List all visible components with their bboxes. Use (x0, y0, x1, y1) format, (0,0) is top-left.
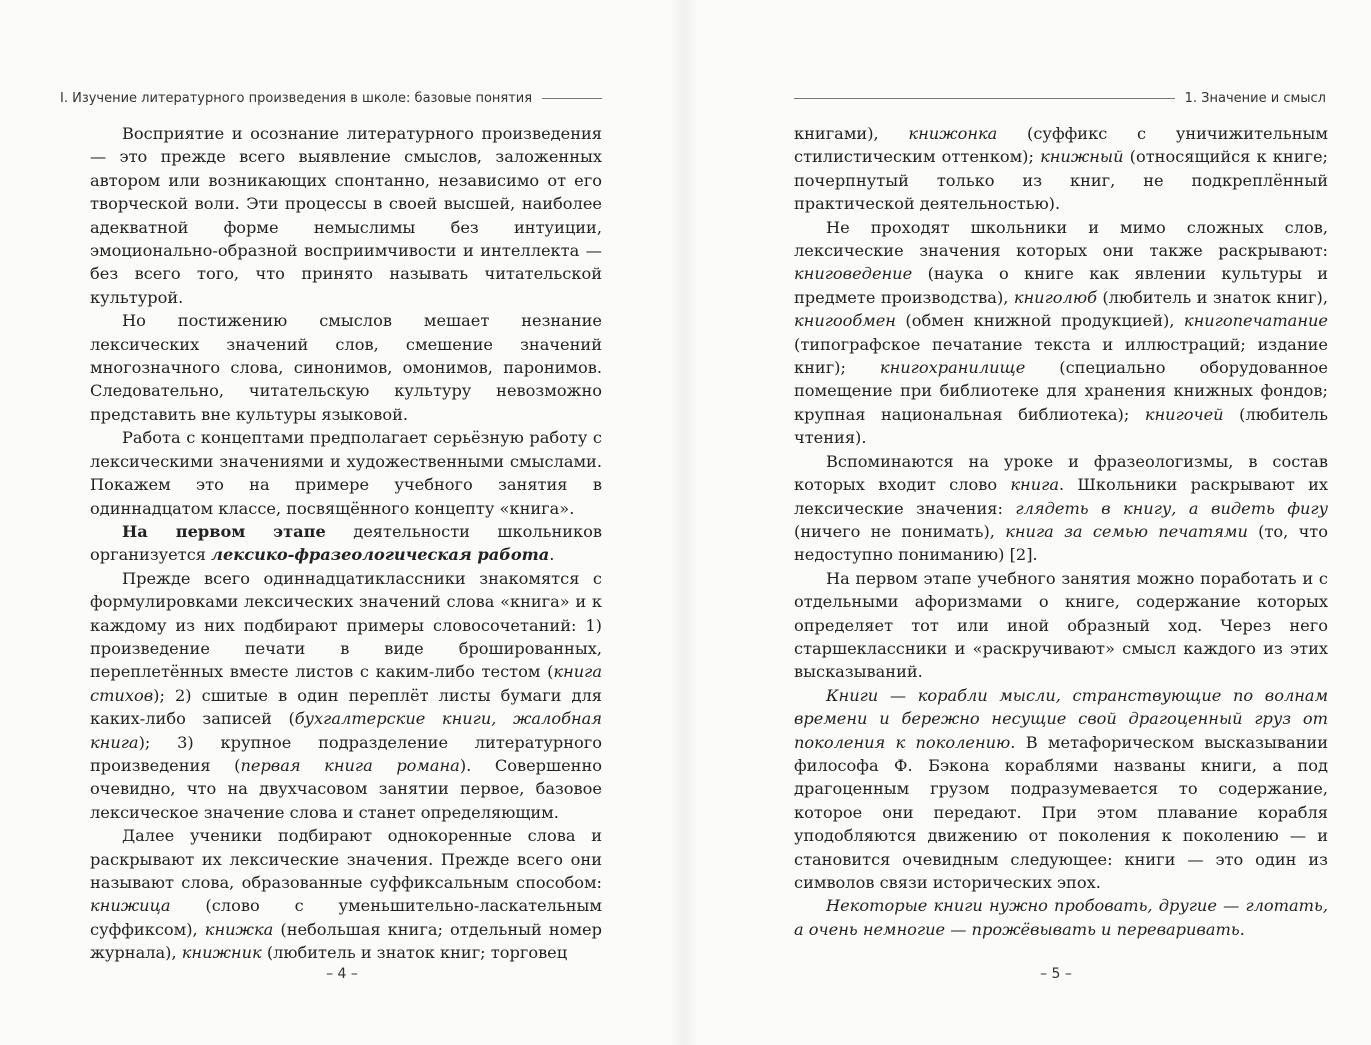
right-p2-text4: (обмен книжной продукцией), (895, 311, 1184, 331)
right-p2-text7: (любитель чтения). (794, 404, 1328, 448)
left-paragraph-3: Работа с концептами предполагает серьёзную работу с лексическими значениями и художественными смыслами. Покажем это на примере учебного занятия в одиннадцатом классе, посвящённого концепту «книга». (90, 428, 602, 518)
left-p6-text1: Далее ученики подбирают однокоренные слова и раскрывают их лексические значения. Прежде всего они называют слова, образованные суффиксальным способом: (90, 826, 602, 892)
right-paragraph-5 (794, 684, 1328, 895)
right-body-text (794, 122, 1328, 941)
right-p1-italic1: книжонка (908, 124, 998, 143)
right-p2-italic6: книгочей (1144, 404, 1224, 424)
left-paragraph-2: Но постижению смыслов мешает незнание лексических значений слов, смешение значений многозначного слова, синонимов, омонимов, паронимов. Следовательно, читательскую культуру невозможно представить вне культуры языковой. (90, 311, 602, 424)
right-p3-text3: (ничего не понимать), (794, 521, 1006, 541)
right-page-number: – 5 – (1040, 966, 1072, 982)
left-page (0, 0, 684, 1045)
right-p3-text4: (то, что недоступно пониманию) [2]. (794, 521, 1328, 565)
right-p1-text1: книгами), (794, 124, 909, 143)
right-p3-text1: Вспоминаются на уроке и фразеологизмы, в состав которых входит слово (794, 451, 1328, 495)
right-paragraph-2 (794, 216, 1328, 450)
left-p4-bold: На первом этапе (122, 521, 326, 541)
right-paragraph-6 (794, 894, 1328, 941)
right-p5-italic1: Книги — корабли мысли, странствующие по волнам времени и бережно несущие свой драгоценный груз от поколения к поколению. (794, 685, 1328, 752)
right-p2-italic4: книгопечатание (1183, 311, 1328, 331)
right-p1-text3: (относящийся к книге; почерпнутый только из книг, не подкреплённый практической деятельностью). (794, 147, 1329, 214)
left-paragraph-6 (90, 824, 602, 964)
right-p2-text6: (специально оборудованное помещение при библиотеке для хранения книжных фондов; крупная национальная библиотека); (794, 358, 1328, 424)
left-paragraph-4 (90, 520, 602, 567)
left-page-number: – 4 – (326, 966, 358, 982)
left-running-head-text: I. Изучение литературного произведения в школе: базовые понятия (60, 90, 533, 106)
left-p5-text4: ). Совершенно очевидно, что на двухчасовом занятии первое, базовое лексическое значение слова и станет определяющим. (90, 755, 602, 822)
right-paragraph-1 (794, 122, 1328, 216)
right-paragraph-3 (794, 450, 1328, 567)
left-paragraph-5 (90, 567, 602, 824)
left-p6-text3: (небольшая книга; отдельный номер журнала), (90, 919, 602, 963)
left-p6-text4: (любитель и знаток книг; торговец (261, 943, 568, 963)
left-p5-text1: Прежде всего одиннадцатиклассники знакомятся с формулировками лексических значений слова «книга» и к каждому из них подбирают примеры словосочетаний: 1) произведение печати в виде брошированных, переплетённых вместе листов с каким-либо тестом ( (90, 568, 602, 682)
left-p6-italic1: книжица (90, 896, 171, 916)
right-p2-text1: Не проходят школьники и мимо сложных слов, лексические значения которых они также раскрывают: (794, 217, 1328, 261)
right-p2-text3: (любитель и знаток книг), (1096, 287, 1328, 307)
right-p6-italic: Некоторые книги нужно пробовать, другие — глотать, а очень немногие — прожёвывать и переваривать. (794, 896, 1328, 939)
left-p5-text2: ); 2) сшитые в один переплёт листы бумаги для каких-либо записей ( (90, 685, 602, 729)
right-running-head-text: 1. Значение и смысл (1184, 90, 1326, 106)
left-p6-text2: (слово с уменьшительно-ласкательным суффиксом), (90, 896, 602, 939)
right-p3-italic1: книга (1010, 475, 1059, 495)
right-p3-text2: . Школьники раскрывают их лексические значения: (794, 475, 1329, 518)
left-p4-bold-italic: лексико-фразеологическая работа (211, 545, 550, 565)
right-running-head-rule (794, 98, 1175, 99)
right-p2-italic1: книговедение (794, 264, 913, 284)
right-p2-italic3: книгообмен (794, 311, 896, 331)
right-running-head (794, 88, 1326, 108)
left-p5-italic3: первая книга романа (240, 755, 460, 775)
left-p6-italic3: книжник (181, 943, 262, 963)
right-p1-italic2: книжный (1040, 147, 1124, 167)
left-p5-text3: ); 3) крупное подразделение литературного произведения ( (90, 732, 602, 775)
left-paragraph-1: Восприятие и осознание литературного произведения — это прежде всего выявление смыслов, заложенных автором или возникающих спонтанно, независимо от его творческой воли. Эти процессы в своей высшей, наиболее адекватной форме немыслимы без интуиции, эмоционально-образной восприимчивости и интеллекта — без всего того, что принято называть читательской культурой. (90, 124, 602, 307)
right-p1-text2: (суффикс с уничижительным стилистическим оттенком); (794, 124, 1328, 167)
right-p3-italic3: книга за семью печатями (1005, 521, 1248, 541)
left-running-head (60, 88, 602, 108)
right-p2-italic2: книголюб (1013, 287, 1097, 307)
left-p5-italic1: книга стихов (90, 662, 602, 705)
right-p2-text5: (типографское печатание текста и иллюстраций; издание книг); (794, 334, 1328, 378)
right-p5-text1: В метафорическом высказывании философа Ф. Бэкона кораблями названы книги, а под драгоценным грузом подразумевается то содержание, которое они передают. При этом плавание корабля уподобляются движению от поколения к поколению — и становится очевидным следующее: книги — это один из символов связи исторических эпох. (794, 732, 1328, 892)
left-p4-text1: деятельности школьников организуется (90, 521, 602, 565)
right-p2-text2: (наука о книге как явлении культуры и предмете производства), (794, 264, 1328, 307)
right-page (684, 0, 1371, 1045)
left-p4-text2: . (549, 545, 555, 565)
right-paragraph-4: На первом этапе учебного занятия можно поработать и с отдельными афоризмами о книге, содержание которых определяет тот или иной образный ход. Через него старшеклассники и «раскручивают» смысл каждого из этих высказываний. (794, 568, 1328, 682)
left-body-text (90, 122, 602, 965)
left-running-head-rule (542, 98, 602, 99)
left-p6-italic2: книжка (204, 919, 274, 939)
left-p5-italic2: бухгалтерские книги, жалобная книга (90, 709, 602, 752)
right-p2-italic5: книгохранилище (879, 358, 1026, 378)
right-p3-italic2: глядеть в книгу, а видеть фигу (1015, 498, 1328, 518)
